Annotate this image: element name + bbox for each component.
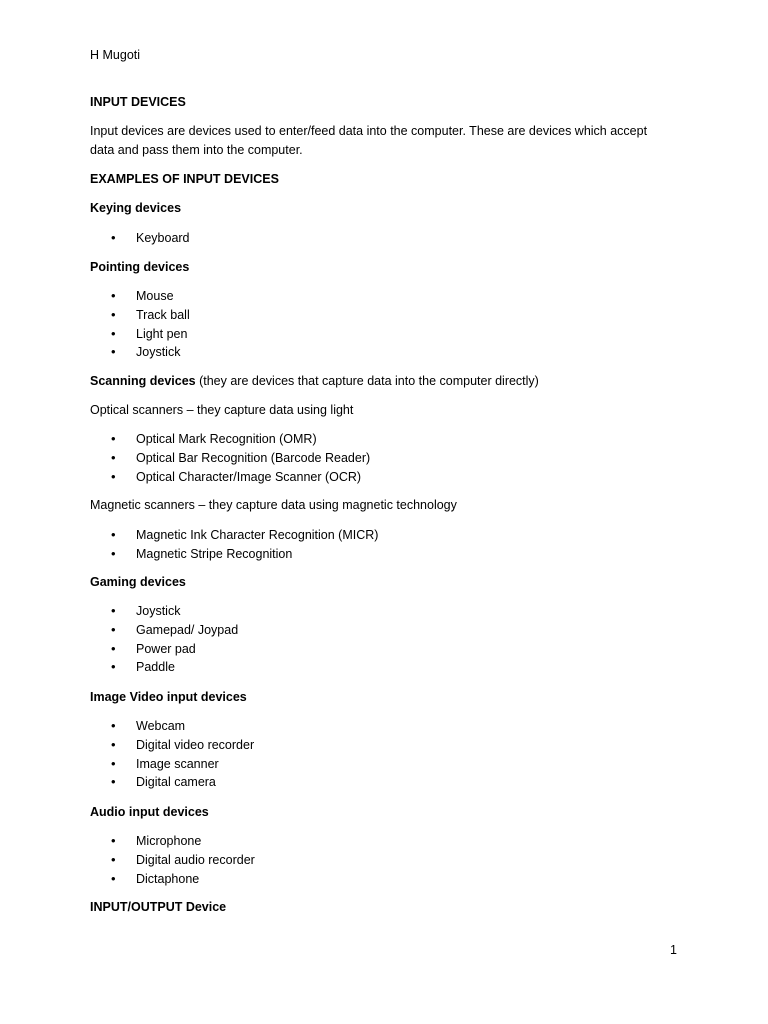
list-item: • Joystick <box>111 344 181 360</box>
bullet-icon: • <box>111 344 116 360</box>
bullet-icon: • <box>111 736 116 752</box>
bullet-icon: • <box>111 325 116 341</box>
bullet-icon: • <box>111 774 116 790</box>
bullet-icon: • <box>111 603 116 618</box>
scanning-devices-title: Scanning devices <box>90 374 196 388</box>
bullet-icon: • <box>111 851 116 867</box>
bullet-icon: • <box>111 527 116 542</box>
list-item: • Magnetic Stripe Recognition <box>111 545 293 561</box>
list-item: • Magnetic Ink Character Recognition (MICR) <box>111 527 379 542</box>
list-item: • Webcam <box>111 718 186 733</box>
bullet-icon: • <box>111 870 116 886</box>
page-heading: INPUT DEVICES <box>90 95 186 109</box>
bullet-icon: • <box>111 659 116 675</box>
intro-paragraph-line-1: Input devices are devices used to enter/feed data into the computer. These are devices which accept <box>90 124 648 138</box>
bullet-icon: • <box>111 640 116 656</box>
list-item: • Digital video recorder <box>111 736 255 752</box>
image-video-devices-list <box>0 718 768 793</box>
list-item: • Joystick <box>111 603 181 618</box>
bullet-icon: • <box>111 755 116 771</box>
page-number: 1 <box>670 943 677 957</box>
pointing-devices-list <box>0 288 768 363</box>
magnetic-scanners-list <box>0 527 768 565</box>
gaming-devices-title: Gaming devices <box>90 575 186 589</box>
list-item: • Optical Bar Recognition (Barcode Reader) <box>111 449 371 465</box>
optical-scanners-list <box>0 431 768 487</box>
list-item: • Power pad <box>111 640 196 656</box>
bullet-icon: • <box>111 230 116 245</box>
list-item: • Keyboard <box>111 230 190 245</box>
examples-heading: EXAMPLES OF INPUT DEVICES <box>90 172 279 186</box>
optical-scanners-text: Optical scanners – they capture data using light <box>90 403 354 417</box>
list-item: • Light pen <box>111 325 188 341</box>
audio-devices-list <box>0 833 768 889</box>
gaming-devices-list <box>0 603 768 678</box>
pointing-devices-title: Pointing devices <box>90 260 190 274</box>
bullet-icon: • <box>111 306 116 322</box>
list-item: • Image scanner <box>111 755 219 771</box>
list-item: • Digital audio recorder <box>111 851 255 867</box>
list-item: • Gamepad/ Joypad <box>111 621 239 637</box>
intro-paragraph-line-2: data and pass them into the computer. <box>90 143 303 157</box>
image-video-devices-title: Image Video input devices <box>90 690 247 704</box>
list-item: • Microphone <box>111 833 202 848</box>
list-item: • Optical Character/Image Scanner (OCR) <box>111 468 362 484</box>
audio-devices-title: Audio input devices <box>90 805 209 819</box>
bullet-icon: • <box>111 718 116 733</box>
author-name: H Mugoti <box>90 48 141 62</box>
list-item: • Optical Mark Recognition (OMR) <box>111 431 317 446</box>
scanning-devices-line <box>90 373 539 389</box>
bullet-icon: • <box>111 468 116 484</box>
list-item: • Mouse <box>111 288 174 303</box>
list-item: • Dictaphone <box>111 870 200 886</box>
bullet-icon: • <box>111 431 116 446</box>
keying-devices-list <box>0 230 768 249</box>
bullet-icon: • <box>111 545 116 561</box>
list-item: • Digital camera <box>111 774 216 790</box>
input-output-heading: INPUT/OUTPUT Device <box>90 900 227 914</box>
bullet-icon: • <box>111 621 116 637</box>
bullet-icon: • <box>111 833 116 848</box>
list-item: • Track ball <box>111 306 190 322</box>
bullet-icon: • <box>111 288 116 303</box>
keying-devices-title: Keying devices <box>90 201 182 215</box>
bullet-icon: • <box>111 449 116 465</box>
magnetic-scanners-text: Magnetic scanners – they capture data using magnetic technology <box>90 498 457 512</box>
scanning-devices-note: (they are devices that capture data into the computer directly) <box>195 374 539 388</box>
list-item: • Paddle <box>111 659 175 675</box>
